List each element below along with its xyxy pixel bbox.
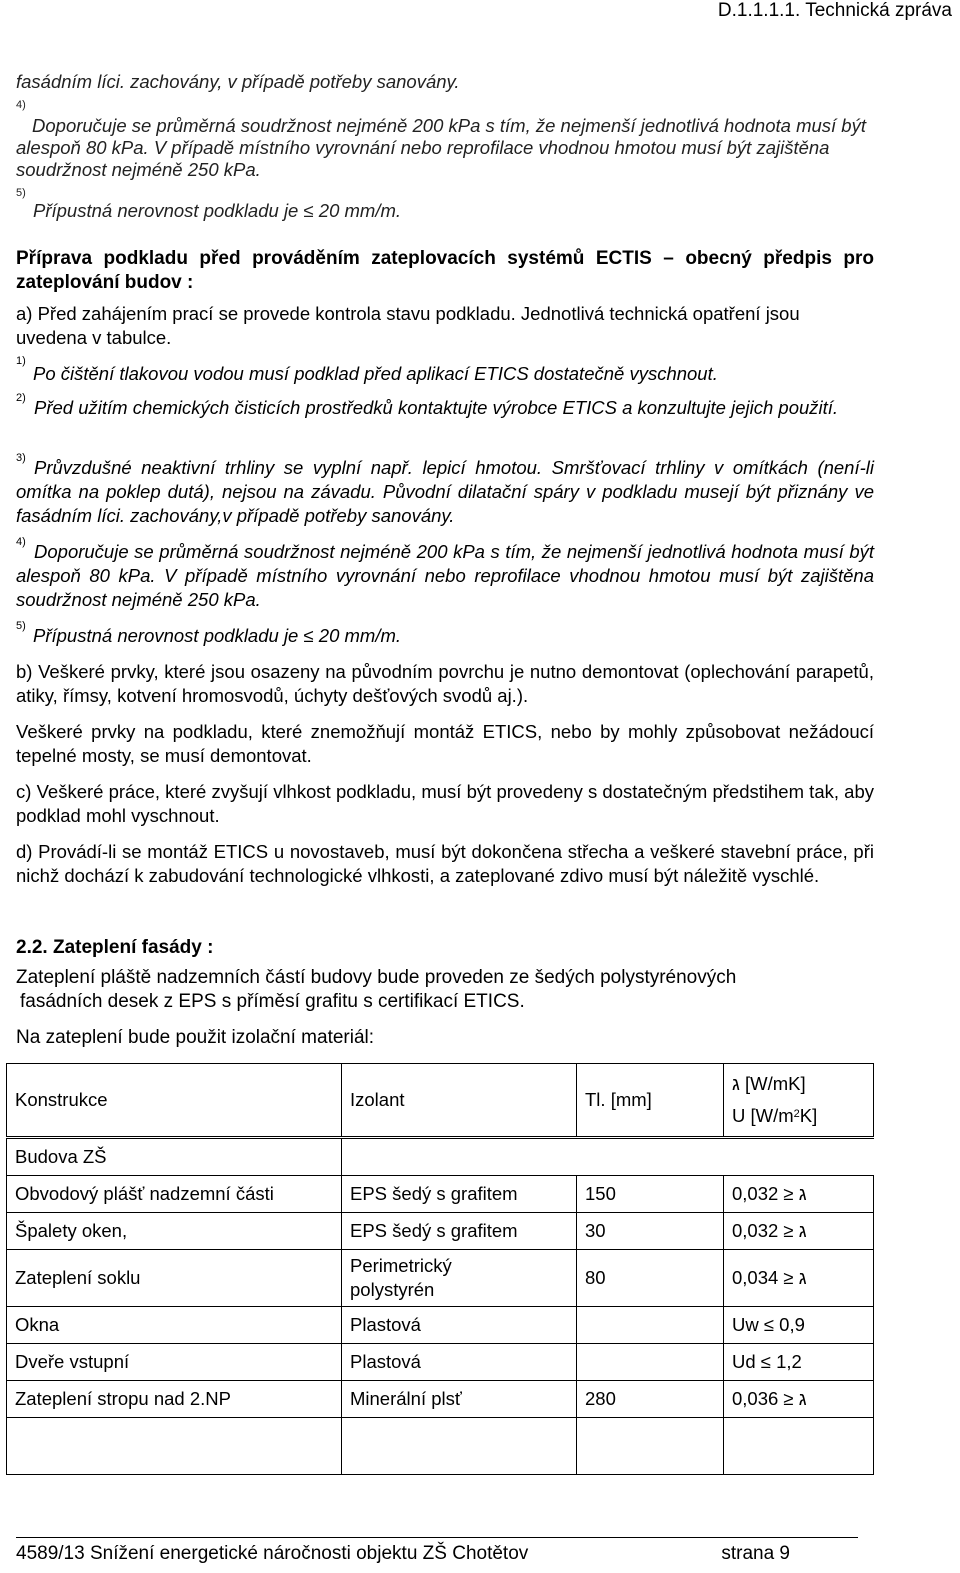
- footnote-marker-4: 4): [16, 99, 26, 111]
- continuation-note-5: Přípustná nerovnost podkladu je ≤ 20 mm/m.: [33, 200, 402, 221]
- cell-insulant-line2: polystyrén: [350, 1279, 435, 1300]
- cell-construction: Špalety oken,: [7, 1213, 342, 1250]
- group-label: Budova ZŠ: [7, 1138, 342, 1176]
- table-row: [7, 1250, 874, 1307]
- cell-value: ג ≤ 0,034: [724, 1250, 874, 1307]
- header-u-value: [732, 1100, 865, 1132]
- paragraph-d: d) Provádí-li se montáž ETICS u novostaveb, musí být dokončena střecha a veškeré stavební práce, při nichž dochází k zabudování technologické vlhkosti, a zateplované zdivo musí být náležitě vyschlé.: [16, 841, 874, 886]
- cell-value: Ud ≤ 1,2: [724, 1344, 874, 1381]
- cell-insulant: Plastová: [342, 1307, 577, 1344]
- header-cell-thickness: Tl. [mm]: [577, 1064, 724, 1138]
- note-marker-3: 3): [16, 452, 26, 464]
- header-u-prefix: U [W/m: [732, 1105, 794, 1126]
- note-marker-2: 2): [16, 392, 26, 404]
- paragraph-b2: Veškeré prvky na podkladu, které znemožňují montáž ETICS, nebo by mohly způsobovat nežádoucí tepelné mosty, se musí demontovat.: [16, 721, 874, 766]
- note-marker-4: 4): [16, 536, 26, 548]
- cell-thickness: 280: [577, 1381, 724, 1418]
- header-cell-values: [724, 1064, 874, 1138]
- cell-thickness: 150: [577, 1176, 724, 1213]
- cell-thickness: 80: [577, 1250, 724, 1307]
- page-number: strana 9: [721, 1543, 790, 1564]
- table-row: [7, 1213, 874, 1250]
- insulation-intro: Na zateplení bude použit izolační materiál:: [16, 1027, 375, 1048]
- insulation-table: [6, 1063, 874, 1475]
- note-1: Po čištění tlakovou vodou musí podklad před aplikací ETICS dostatečně vyschnout.: [33, 363, 718, 384]
- cell-thickness: [577, 1344, 724, 1381]
- note-3: Průvzdušné neaktivní trhliny se vyplní např. lepicí hmotou. Smršťovací trhliny v omítkách (není-li omítka na poklep dutá), nejsou na závadu. Původní dilatační spáry v podkladu musejí být přiznány ve fasádním líci. zachovány,v případě potřeby sanovány.: [16, 457, 874, 526]
- header-cell-construction: Konstrukce: [7, 1064, 342, 1138]
- insulation-text-line1: Zateplení pláště nadzemních částí budovy bude proveden ze šedých polystyrénových: [16, 967, 737, 988]
- paragraph-a: a) Před zahájením prací se provede kontrola stavu podkladu. Jednotlivá technická opatření jsou uvedena v tabulce.: [16, 303, 800, 348]
- cell-value: ג ≤ 0,036: [724, 1381, 874, 1418]
- note-marker-5: 5): [16, 620, 26, 632]
- table-row: [7, 1176, 874, 1213]
- header-u-suffix: K]: [799, 1105, 818, 1126]
- table-row: [7, 1307, 874, 1344]
- cell-insulant: Minerální plsť: [342, 1381, 577, 1418]
- continuation-line: fasádním líci. zachovány, v případě potřeby sanovány.: [16, 71, 460, 92]
- cell-value: ג ≤ 0,032: [724, 1176, 874, 1213]
- cell-construction: Zateplení soklu: [7, 1250, 342, 1307]
- note-2: Před užitím chemických čisticích prostředků kontaktujte výrobce ETICS a konzultujte jejich použití.: [34, 397, 839, 418]
- table-header-row: [7, 1064, 874, 1138]
- cell-insulant: EPS šedý s grafitem: [342, 1213, 577, 1250]
- cell-construction: Obvodový plášť nadzemní části: [7, 1176, 342, 1213]
- note-marker-1: 1): [16, 355, 26, 367]
- paragraph-c: c) Veškeré práce, které zvyšují vlhkost podkladu, musí být provedeny s dostatečným předstihem tak, aby podklad mohl vyschnout.: [16, 781, 874, 826]
- footer-rule: [16, 1537, 858, 1538]
- cell-thickness: 30: [577, 1213, 724, 1250]
- cell-insulant-line1: Perimetrický: [350, 1255, 452, 1276]
- cell-value: ג ≤ 0,032: [724, 1213, 874, 1250]
- cell-insulant: [342, 1250, 577, 1307]
- table-row: [7, 1381, 874, 1418]
- cell-thickness: [577, 1307, 724, 1344]
- paragraph-b: b) Veškeré prvky, které jsou osazeny na původním povrchu je nutno demontovat (oplechování parapetů, atiky, římsy, kotvení hromosvodů, úchyty dešťových svodů aj.).: [16, 661, 874, 706]
- header-lambda: ג [W/mK]: [732, 1073, 806, 1094]
- cell-insulant: Plastová: [342, 1344, 577, 1381]
- document-header: D.1.1.1.1. Technická zpráva: [717, 0, 952, 21]
- header-cell-insulant: Izolant: [342, 1064, 577, 1138]
- continuation-note-4: Doporučuje se průměrná soudržnost nejméně 200 kPa s tím, že nejmenší jednotlivá hodnota musí být alespoň 80 kPa. V případě místního vyrovnání nebo reprofilace vhodnou hmotou musí být zajištěna soudržnost nejméně 250 kPa.: [16, 115, 866, 180]
- table-empty-row: [7, 1418, 874, 1475]
- cell-construction: Okna: [7, 1307, 342, 1344]
- cell-construction: Dveře vstupní: [7, 1344, 342, 1381]
- footer-project: 4589/13 Snížení energetické náročnosti objektu ZŠ Chotětov: [16, 1543, 529, 1564]
- subsection-heading: 2.2. Zateplení fasády :: [16, 937, 214, 958]
- footnote-marker-5: 5): [16, 187, 26, 199]
- insulation-text-line2: fasádních desek z EPS s příměsí grafitu s certifikací ETICS.: [20, 991, 525, 1012]
- page-footer: [16, 1543, 858, 1565]
- table-row: [7, 1344, 874, 1381]
- header-u-exponent: 2: [793, 1108, 800, 1120]
- cell-value: Uw ≤ 0,9: [724, 1307, 874, 1344]
- note-4: Doporučuje se průměrná soudržnost nejméně 200 kPa s tím, že nejmenší jednotlivá hodnota musí být alespoň 80 kPa. V případě místního vyrovnání nebo reprofilace vhodnou hmotou musí být zajištěna soudržnost nejméně 250 kPa.: [16, 541, 874, 610]
- note-5: Přípustná nerovnost podkladu je ≤ 20 mm/m.: [33, 625, 402, 646]
- section-heading: Příprava podkladu před prováděním zateplovacích systémů ECTIS – obecný předpis pro zateplování budov :: [16, 248, 874, 293]
- table-group-row: [7, 1138, 874, 1176]
- cell-construction: Zateplení stropu nad 2.NP: [7, 1381, 342, 1418]
- cell-insulant: EPS šedý s grafitem: [342, 1176, 577, 1213]
